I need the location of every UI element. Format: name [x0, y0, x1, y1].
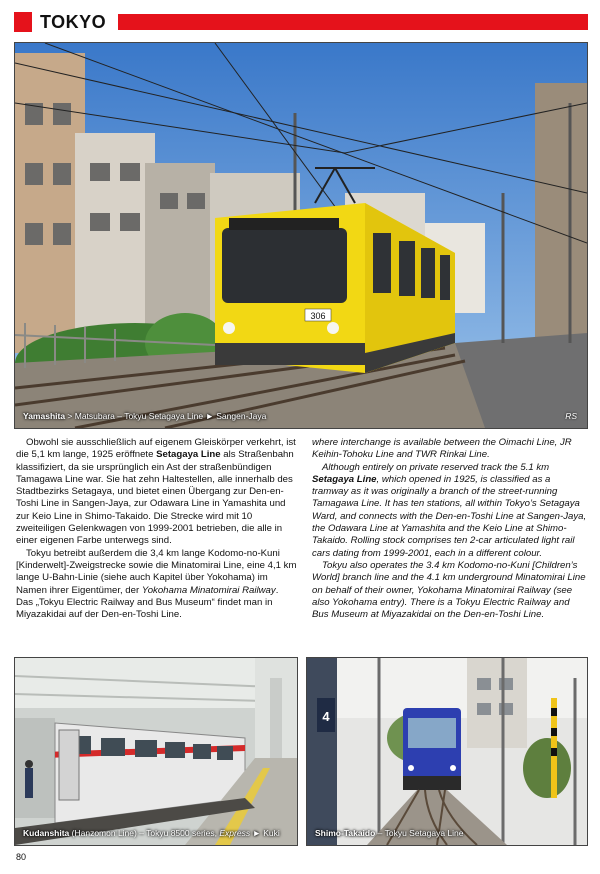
- caption-description: > Matsubara – Tokyu Setagaya Line ► Sangen-Jaya: [65, 411, 267, 421]
- bottom-left-photo: [14, 657, 298, 846]
- tram-car-number: 306: [310, 311, 326, 321]
- caption-location: Yamashita: [23, 411, 66, 421]
- blue-tram-illustration: [307, 658, 587, 845]
- page-number: 80: [16, 852, 27, 862]
- yellow-tram-illustration: [15, 43, 587, 428]
- sign-number: 4: [322, 709, 330, 724]
- english-paragraph-0: where interchange is available between the Oimachi Line, JR Keihin-Tohoku Line and TWR Rinkai Line.: [312, 437, 572, 461]
- photo-credit: RS: [565, 411, 577, 421]
- top-photo-caption: [23, 411, 266, 421]
- chapter-header: [14, 12, 588, 32]
- english-paragraph-2: Tokyu also operates the 3.4 km Kodomo-no-Kuni [Children’s World] branch line and the 4.1 km underground Minatomirai Line on behalf of their owner, Yokohama Minatomirai Railway (see also Yokohama entry). There is a Tokyu Electric Railway and Bus Museum at Miyazakidai on the Den-en-Toshi Line.: [312, 559, 586, 621]
- german-text-column: [16, 437, 298, 621]
- bottom-left-caption: Kudanshita (Hanzomon Line) – Tokyu 8500 series, Express ► Kuki: [23, 828, 280, 838]
- subway-train-illustration: [15, 658, 297, 845]
- top-photo: [14, 42, 588, 429]
- german-paragraph-2: Tokyu betreibt außerdem die 3,4 km lange Kodomo-no-Kuni [Kinderwelt]-Zweigstrecke sowie die Minatomirai Line, eine 4,1 km lange U-Bahn-Linie (siehe auch Kapitel über Yokohama) im Namen ihrer Eigentümer, der Yokohama Minatomirai Railway. Das „Tokyu Electric Railway and Bus Museum“ findet man in Miyazakidai auf der Den-en-Toshi Line.: [16, 547, 297, 621]
- english-paragraph-1: Although entirely on private reserved track the 5.1 km Setagaya Line, which opened in 1925, is classified as a tramway as it was originally a branch of the street-running Tamagawa Line. It has ten stations, all within Tokyo’s Setagaya Ward, and connects with the Den-en-Toshi Line at Sangen-Jaya, the Odawara Line at Yamashita and the Keio Line at Shimo-Takaido. Rolling stock comprises ten 2-car articulated light rail cars dating from 1999-2001, each in a different colour.: [312, 461, 587, 559]
- header-red-bar: [118, 14, 588, 30]
- header-red-square: [14, 12, 32, 32]
- german-paragraph-1: Obwohl sie ausschließlich auf eigenem Gleiskörper verkehrt, ist die 5,1 km lange, 1925 eröffnete Setagaya Line als Straßenbahn klassifiziert, da sie ursprünglich ein Ast der straßenbündigen Tamagawa Line war. Sie hat zehn Haltestellen, alle innerhalb des Stadtbezirks Setagaya, und bietet einen Übergang zur Den-en-Toshi Line in Sangen-Jaya, zur Odawara Line in Yamashita und zur Keio Line in Shimo-Takaido. Die Strecke wird mit 10 zweiteiligen Gelenkwagen von 1999-2001 betrieben, die alle in einer eigenen Farbe unterwegs sind.: [16, 437, 296, 547]
- bottom-right-photo: [306, 657, 588, 846]
- english-text-column: [312, 437, 588, 621]
- bottom-right-caption: Shimo-Takaido – Tokyu Setagaya Line: [315, 828, 464, 838]
- chapter-title: TOKYO: [40, 12, 107, 32]
